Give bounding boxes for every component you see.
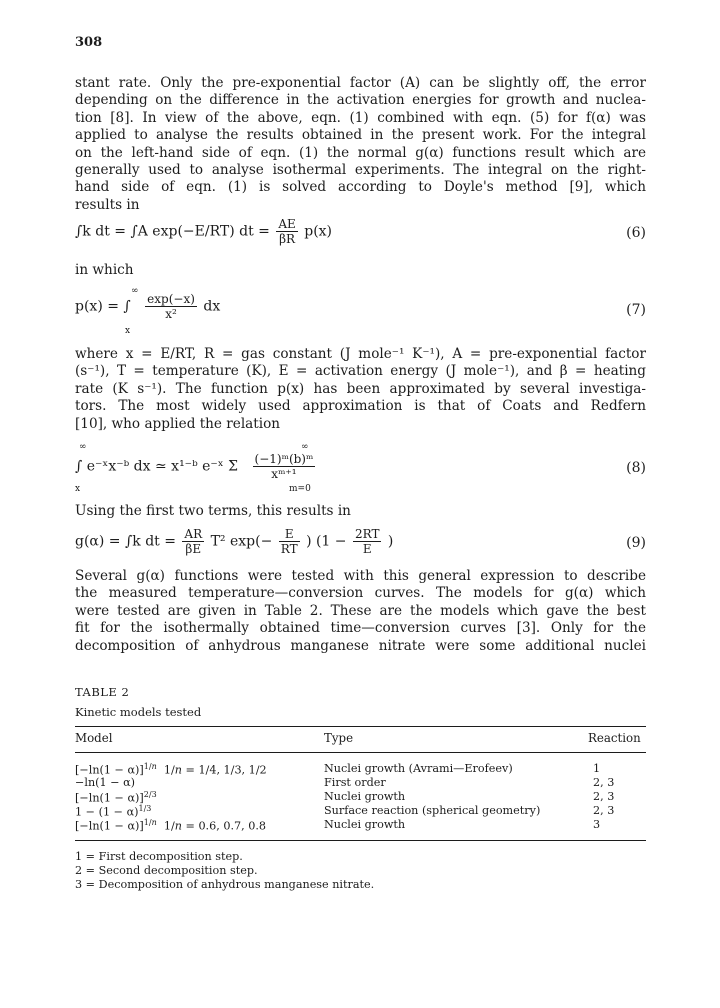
reaction-cell: 1	[593, 762, 601, 775]
equation-rhs: p(x)	[304, 223, 333, 240]
text-line: decomposition of anhydrous manganese nitrate were some additional nuclei	[75, 637, 646, 654]
text-line: were tested are given in Table 2. These are the models which gave the best	[75, 602, 646, 619]
text-line: depending on the difference in the activation energies for growth and nuclea-	[75, 92, 646, 109]
text-line: applied to analyse the results obtained in the present work. For the integral	[75, 127, 646, 144]
type-cell: Nuclei growth	[324, 790, 406, 803]
equation-lhs: p(x) = ∫	[75, 298, 131, 315]
equation-lhs: g(α) = ∫k dt =	[75, 533, 176, 550]
integral-upper-limit: ∞	[131, 286, 139, 296]
fraction: $\frac{\text{(−1)ᵐ(b)ᵐ}}{\text{xᵐ⁺¹}}$	[254, 452, 314, 481]
text-line: hand side of eqn. (1) is solved according to Doyle's method [9], which	[75, 179, 646, 196]
table-footnote: 3 = Decomposition of anhydrous manganese nitrate.	[75, 878, 375, 891]
type-cell: First order	[324, 776, 386, 789]
model-cell: $[-\ln(1 - \alpha)]^{2/3}$	[75, 790, 157, 805]
equation-number: (9)	[626, 535, 646, 551]
reaction-cell: 2, 3	[593, 776, 615, 789]
text-line: on the left-hand side of eqn. (1) the normal g(α) functions result which are	[75, 144, 646, 161]
paragraph-2	[75, 346, 646, 433]
table-header-type: Type	[324, 731, 354, 745]
reaction-cell: 2, 3	[593, 804, 615, 817]
text-line: the measured temperature—conversion curves. The models for g(α) which	[75, 585, 646, 602]
equation-lhs: ∫ e⁻ˣx⁻ᵇ dx ≃ x¹⁻ᵇ e⁻ˣ Σ	[75, 458, 239, 475]
sum-lower-limit: m=0	[289, 484, 311, 494]
type-cell: Nuclei growth	[324, 818, 406, 831]
model-cell: −ln(1 − α)	[75, 776, 136, 789]
fraction: $\frac{\exp(-x)}{\text{x²}}$	[147, 292, 195, 321]
integral-lower-limit: x	[75, 484, 81, 494]
fraction: $\frac{2RT}{E}$	[354, 527, 380, 556]
model-cell: $[-\ln(1 - \alpha)]^{1/n}$ 1/n = 1/4, 1/3, 1/2	[75, 762, 267, 777]
table-header-rule	[75, 752, 646, 753]
table-footnote: 2 = Second decomposition step.	[75, 864, 258, 877]
equation-9: g(α) = ∫k dt = $\frac{AR}{\beta E}$ T² exp(− $\frac{E}{RT}$ ) (1 − $\frac{2RT}{E}$ ) (9)	[75, 527, 646, 556]
equation-number: (6)	[626, 225, 646, 241]
table-title: Kinetic models tested	[75, 705, 202, 719]
equation-number: (8)	[626, 460, 646, 476]
paragraph-1	[75, 75, 646, 214]
text-line: where x = E/RT, R = gas constant (J mole⁻¹ K⁻¹), A = pre-exponential factor	[75, 346, 646, 362]
text-line: results in	[75, 196, 140, 213]
type-cell: Surface reaction (spherical geometry)	[324, 804, 541, 817]
table-bottom-rule	[75, 840, 646, 841]
table-header-reaction: Reaction	[588, 731, 641, 745]
paragraph-3	[75, 568, 646, 655]
integral-lower-limit: x	[125, 326, 131, 336]
reaction-cell: 2, 3	[593, 790, 615, 803]
text-line: tion [8]. In view of the above, eqn. (1) combined with eqn. (5) for f(α) was	[75, 109, 646, 126]
text-line: stant rate. Only the pre-exponential factor (A) can be slightly off, the error	[75, 75, 646, 91]
equation-7	[75, 286, 646, 336]
text-line: (s⁻¹), T = temperature (K), E = activation energy (J mole⁻¹), and β = heating	[75, 363, 646, 380]
in-which-line: in which	[75, 262, 134, 278]
model-cell: $1 - (1 - \alpha)^{1/3}$	[75, 804, 152, 819]
table-header-model: Model	[75, 731, 113, 745]
text-line: fit for the isothermally obtained time—conversion curves [3]. Only for the	[75, 620, 646, 637]
model-cell: $[-\ln(1 - \alpha)]^{1/n}$ 1/n = 0.6, 0.7, 0.8	[75, 818, 267, 833]
equation-lhs: ∫k dt = ∫A exp(−E/RT) dt =	[75, 223, 270, 240]
using-line: Using the first two terms, this results in	[75, 503, 351, 519]
equation-6	[75, 217, 646, 257]
fraction: $\frac{E}{RT}$	[280, 527, 298, 556]
fraction: $\frac{AE}{\beta R}$	[278, 217, 296, 246]
table-footnote: 1 = First decomposition step.	[75, 850, 243, 863]
text-line: [10], who applied the relation	[75, 415, 281, 432]
integral-upper-limit: ∞	[79, 442, 87, 452]
equation-rhs: dx	[203, 298, 221, 315]
table-top-rule	[75, 726, 646, 727]
text-line: rate (K s⁻¹). The function p(x) has been approximated by several investiga-	[75, 380, 646, 397]
type-cell: Nuclei growth (Avrami—Erofeev)	[324, 762, 513, 775]
sum-upper-limit: ∞	[301, 442, 309, 452]
text-line: generally used to analyse isothermal experiments. The integral on the right-	[75, 162, 646, 179]
text-line: Several g(α) functions were tested with this general expression to describe	[75, 568, 646, 584]
equation-number: (7)	[626, 302, 646, 318]
text-line: tors. The most widely used approximation is that of Coats and Redfern	[75, 398, 646, 415]
fraction: $\frac{AR}{\beta E}$	[184, 527, 203, 556]
page-number: 308	[75, 35, 103, 50]
equation-8	[75, 442, 646, 494]
reaction-cell: 3	[593, 818, 601, 831]
table-label: TABLE 2	[75, 685, 130, 699]
